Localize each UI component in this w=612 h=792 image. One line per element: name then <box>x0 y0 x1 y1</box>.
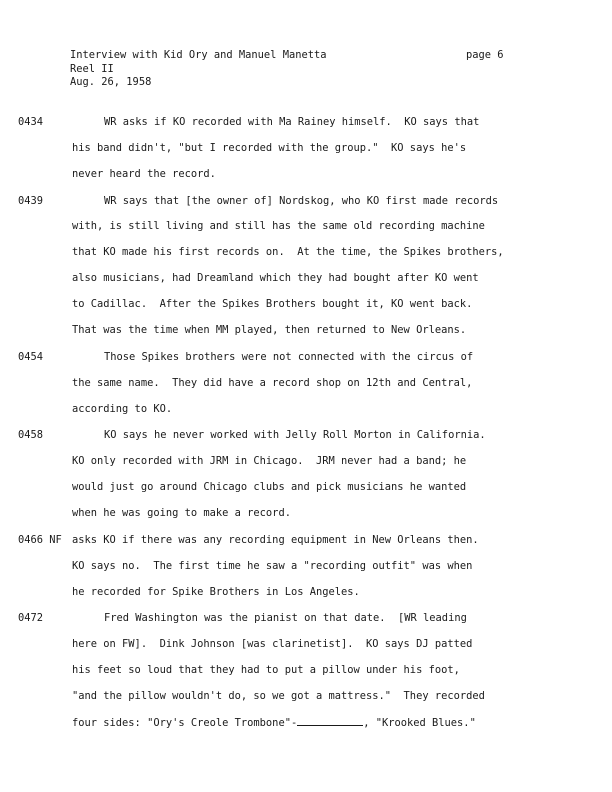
timecode: 0454 <box>18 351 44 363</box>
interview-date: Aug. 26, 1958 <box>70 76 152 88</box>
transcript-fragment: , "Krooked Blues." <box>363 717 476 729</box>
timecode: 0472 <box>18 612 44 624</box>
transcript-line: with, is still living and still has the same old recording machine <box>72 220 485 232</box>
timecode: 0434 <box>18 116 44 128</box>
transcript-line: WR says that [the owner of] Nordskog, who KO first made records <box>104 195 499 207</box>
transcript-line: here on FW]. Dink Johnson [was clarinetist]. KO says DJ patted <box>72 638 473 650</box>
transcript-line: according to KO. <box>72 403 173 415</box>
title-blank <box>297 716 363 726</box>
transcript-line: that KO made his first records on. At the time, the Spikes brothers, <box>72 246 504 258</box>
transcript-line: to Cadillac. After the Spikes Brothers bought it, KO went back. <box>72 298 473 310</box>
transcript-line: That was the time when MM played, then returned to New Orleans. <box>72 324 467 336</box>
document-title: Interview with Kid Ory and Manuel Manetta <box>70 49 327 61</box>
transcript-line: asks KO if there was any recording equipment in New Orleans then. <box>72 534 479 546</box>
transcript-line: Fred Washington was the pianist on that date. [WR leading <box>104 612 467 624</box>
transcript-line: never heard the record. <box>72 168 216 180</box>
transcript-line: also musicians, had Dreamland which they had bought after KO went <box>72 272 479 284</box>
transcript-line: KO says no. The first time he saw a "recording outfit" was when <box>72 560 473 572</box>
transcript-line: the same name. They did have a record shop on 12th and Central, <box>72 377 473 389</box>
transcript-fragment: four sides: "Ory's Creole Trombone"- <box>72 717 298 729</box>
transcript-line: when he was going to make a record. <box>72 507 291 519</box>
transcript-line: Those Spikes brothers were not connected with the circus of <box>104 351 474 363</box>
transcript-line: his band didn't, "but I recorded with the group." KO says he's <box>72 142 467 154</box>
transcript-line: WR asks if KO recorded with Ma Rainey himself. KO says that <box>104 116 480 128</box>
transcript-line: "and the pillow wouldn't do, so we got a mattress." They recorded <box>72 690 485 702</box>
timecode: 0466 NF <box>18 534 62 546</box>
transcript-line-with-blank <box>72 716 476 729</box>
transcript-line: would just go around Chicago clubs and pick musicians he wanted <box>72 481 467 493</box>
transcript-line: KO says he never worked with Jelly Roll Morton in California. <box>104 429 486 441</box>
page-number: page 6 <box>466 49 504 61</box>
transcript-line: his feet so loud that they had to put a pillow under his foot, <box>72 664 460 676</box>
transcript-line: KO only recorded with JRM in Chicago. JRM never had a band; he <box>72 455 467 467</box>
timecode: 0439 <box>18 195 44 207</box>
timecode: 0458 <box>18 429 44 441</box>
reel-label: Reel II <box>70 63 114 75</box>
transcript-line: he recorded for Spike Brothers in Los Angeles. <box>72 586 360 598</box>
